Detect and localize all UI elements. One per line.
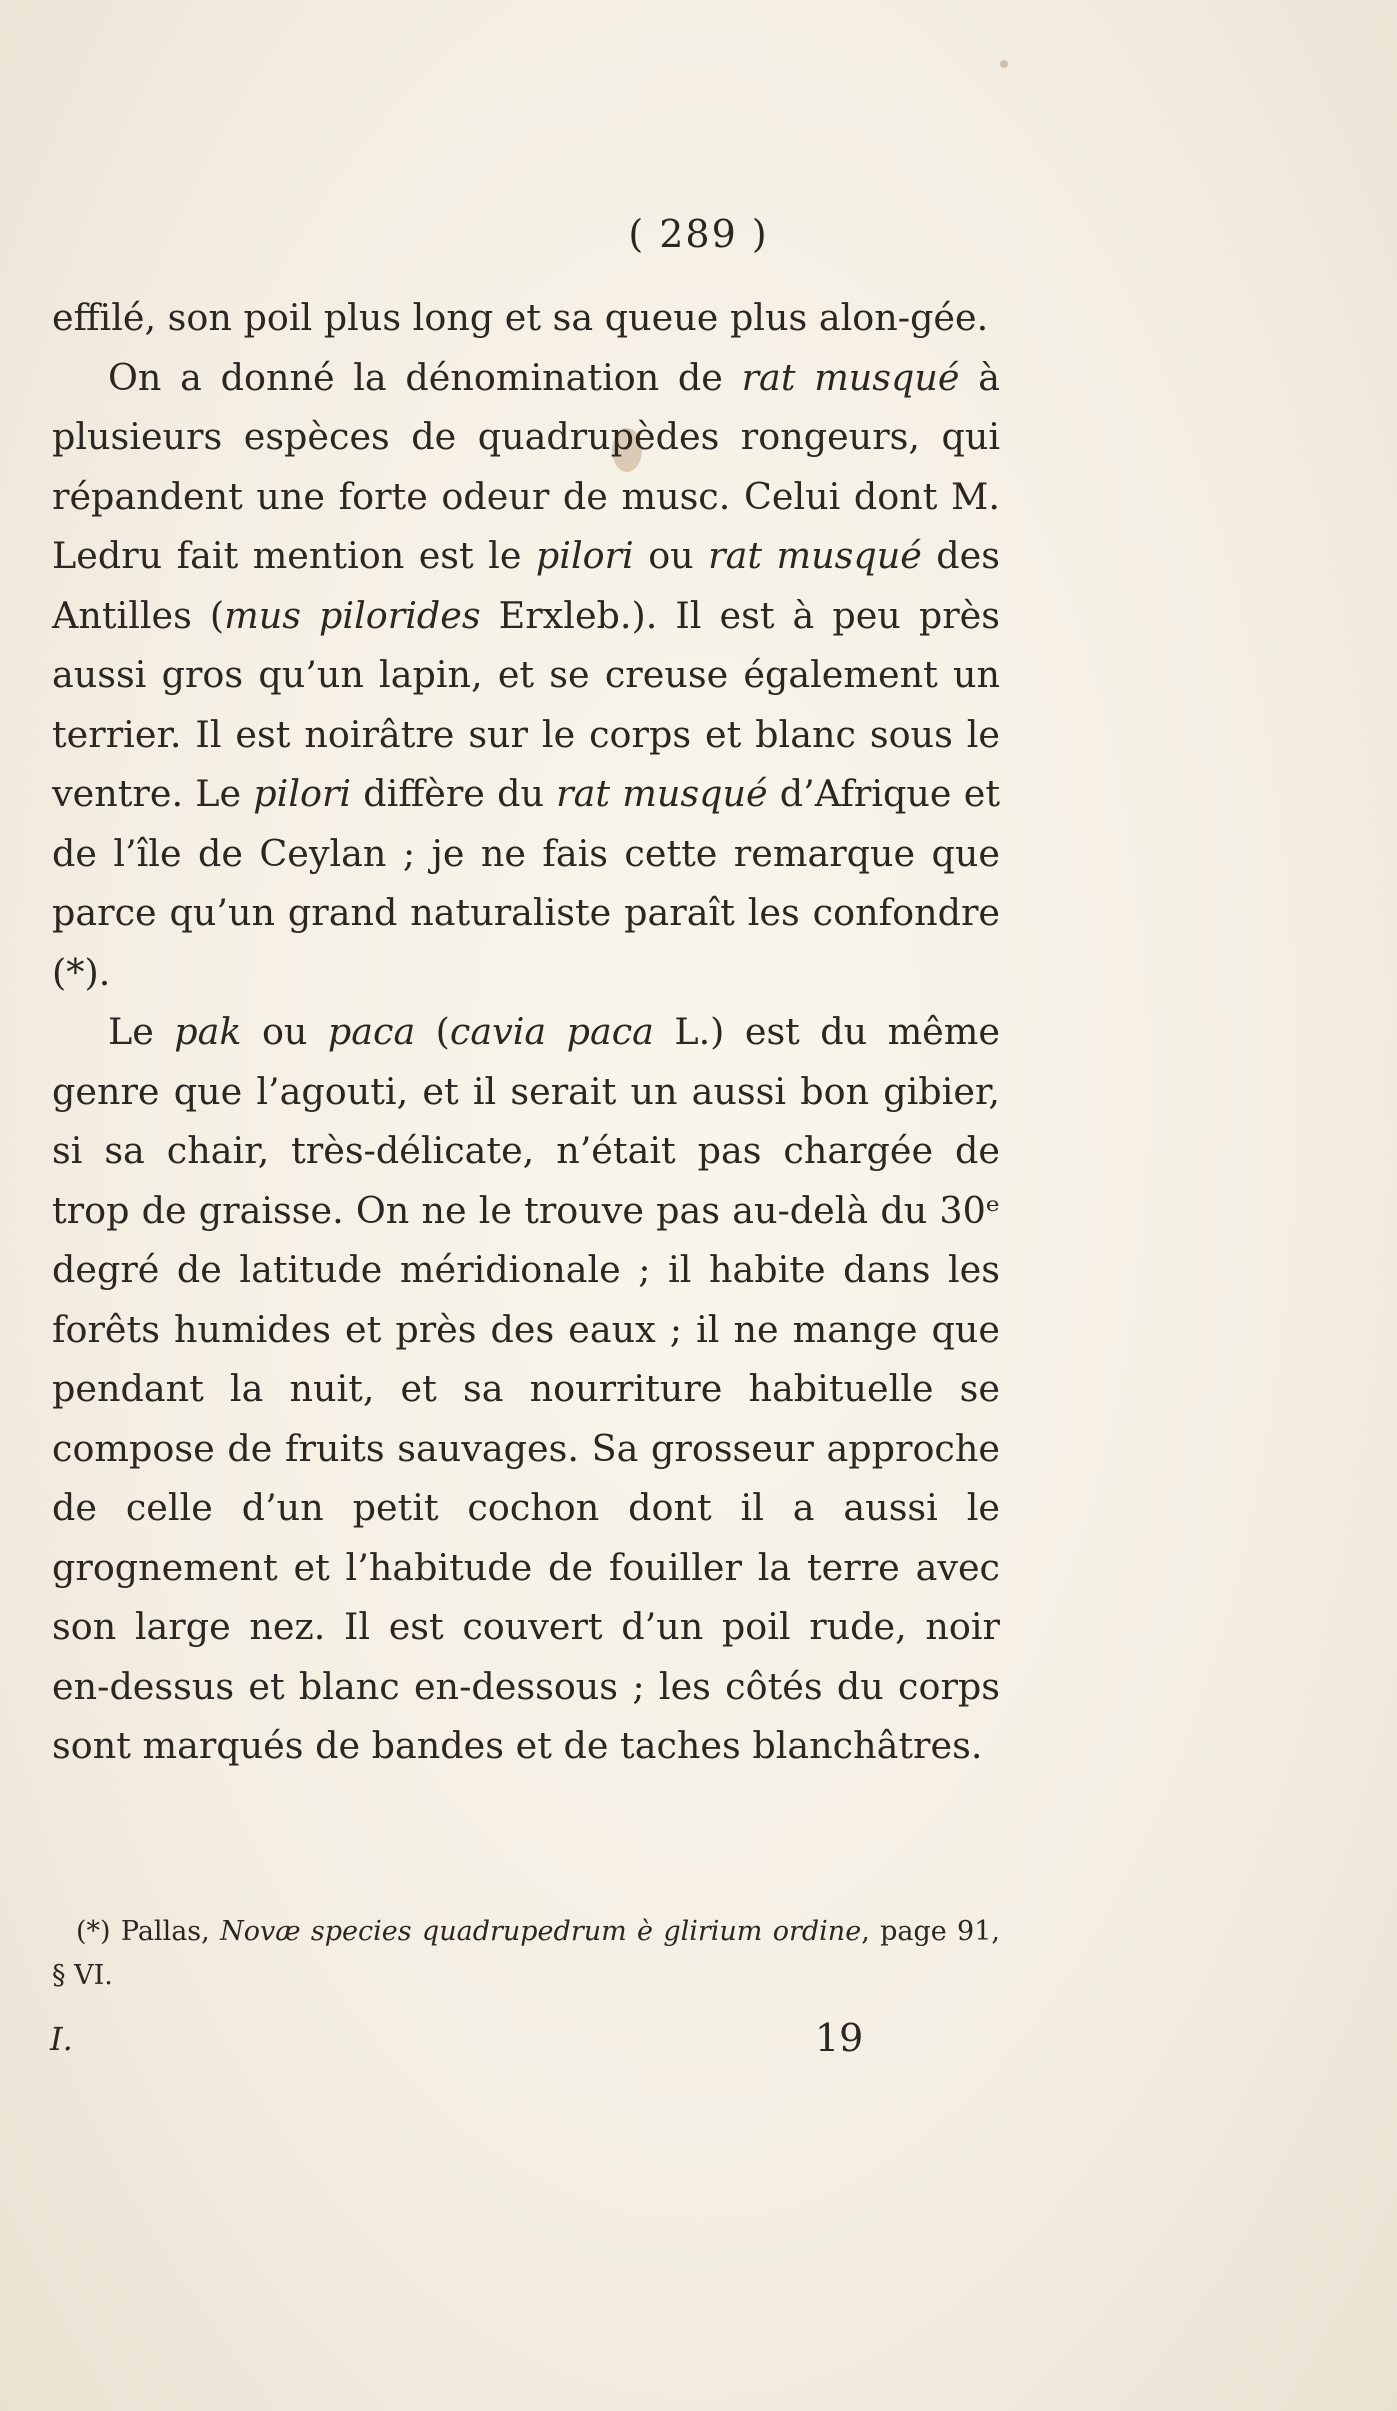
text-run: diffère du [351,772,557,815]
signature-number: 19 [815,2016,864,2060]
italic-term: pilori [253,772,352,815]
footnote [52,1910,1000,1998]
text-run: Le [108,1010,175,1053]
italic-term: rat musqué [741,355,960,399]
italic-term: rat musqué [556,772,768,815]
italic-term: pak [174,1010,242,1053]
body-text [52,288,1000,1776]
italic-term: mus pilorides [224,593,481,637]
paragraph [52,1002,1000,1776]
italic-term: pilori [535,534,634,577]
text-run: L.) est du même genre que l’agouti, et il serait un aussi bon gibier, si sa chair, très-délicate, n’était pas chargée de trop de graisse. On ne le trouve pas au-delà du 30ᵉ degré de latitude méridionale ; il habite dans les forêts humides et près des eaux ; il ne mange que pendant la nuit, et sa nourriture habituelle se compose de fruits sauvages. Sa grosseur approche de celle d’un petit cochon dont il a aussi le grognement et l’habitude de fouiller la terre avec son large nez. Il est couvert d’un poil rude, noir en-dessus et blanc en-dessous ; les côtés du corps sont marqués de bandes et de taches blanchâtres. [52,1010,1000,1767]
text-run: ( [415,1010,450,1053]
foxing-stain [1000,60,1008,68]
paragraph [52,348,1000,1003]
text-run: ou [633,534,709,577]
text-run: des Antilles ( [52,534,1000,637]
text-run: (*) Pallas, [76,1916,221,1947]
text-run: On a donné la dénomination de [108,355,742,399]
signature-mark: I. [50,2020,73,2058]
italic-term: paca [327,1010,416,1053]
page-number: ( 289 ) [628,212,769,256]
text-run: ou [241,1010,328,1053]
italic-term: Novæ species quadrupedrum è glirium ordine [220,1916,862,1947]
text-run: effilé, son poil plus long et sa queue plus alon-gée. [52,296,989,339]
italic-term: cavia paca [449,1010,654,1053]
italic-term: rat musqué [708,534,922,577]
text-run: à plusieurs espèces de quadrupèdes rongeurs, qui répandent une forte odeur de musc. Celui dont M. Ledru fait mention est le [52,355,1000,577]
text-run: Erxleb.). Il est à peu près aussi gros qu’un lapin, et se creuse également un terrier. Il est noirâtre sur le corps et blanc sous le ventre. Le [52,593,1000,815]
text-run: , page 91, § VI. [52,1916,1000,1991]
footnote-text [52,1910,1000,1998]
paragraph [52,288,1000,348]
text-run: d’Afrique et de l’île de Ceylan ; je ne fais cette remarque que parce qu’un grand naturaliste paraît les confondre (*). [52,772,1000,994]
